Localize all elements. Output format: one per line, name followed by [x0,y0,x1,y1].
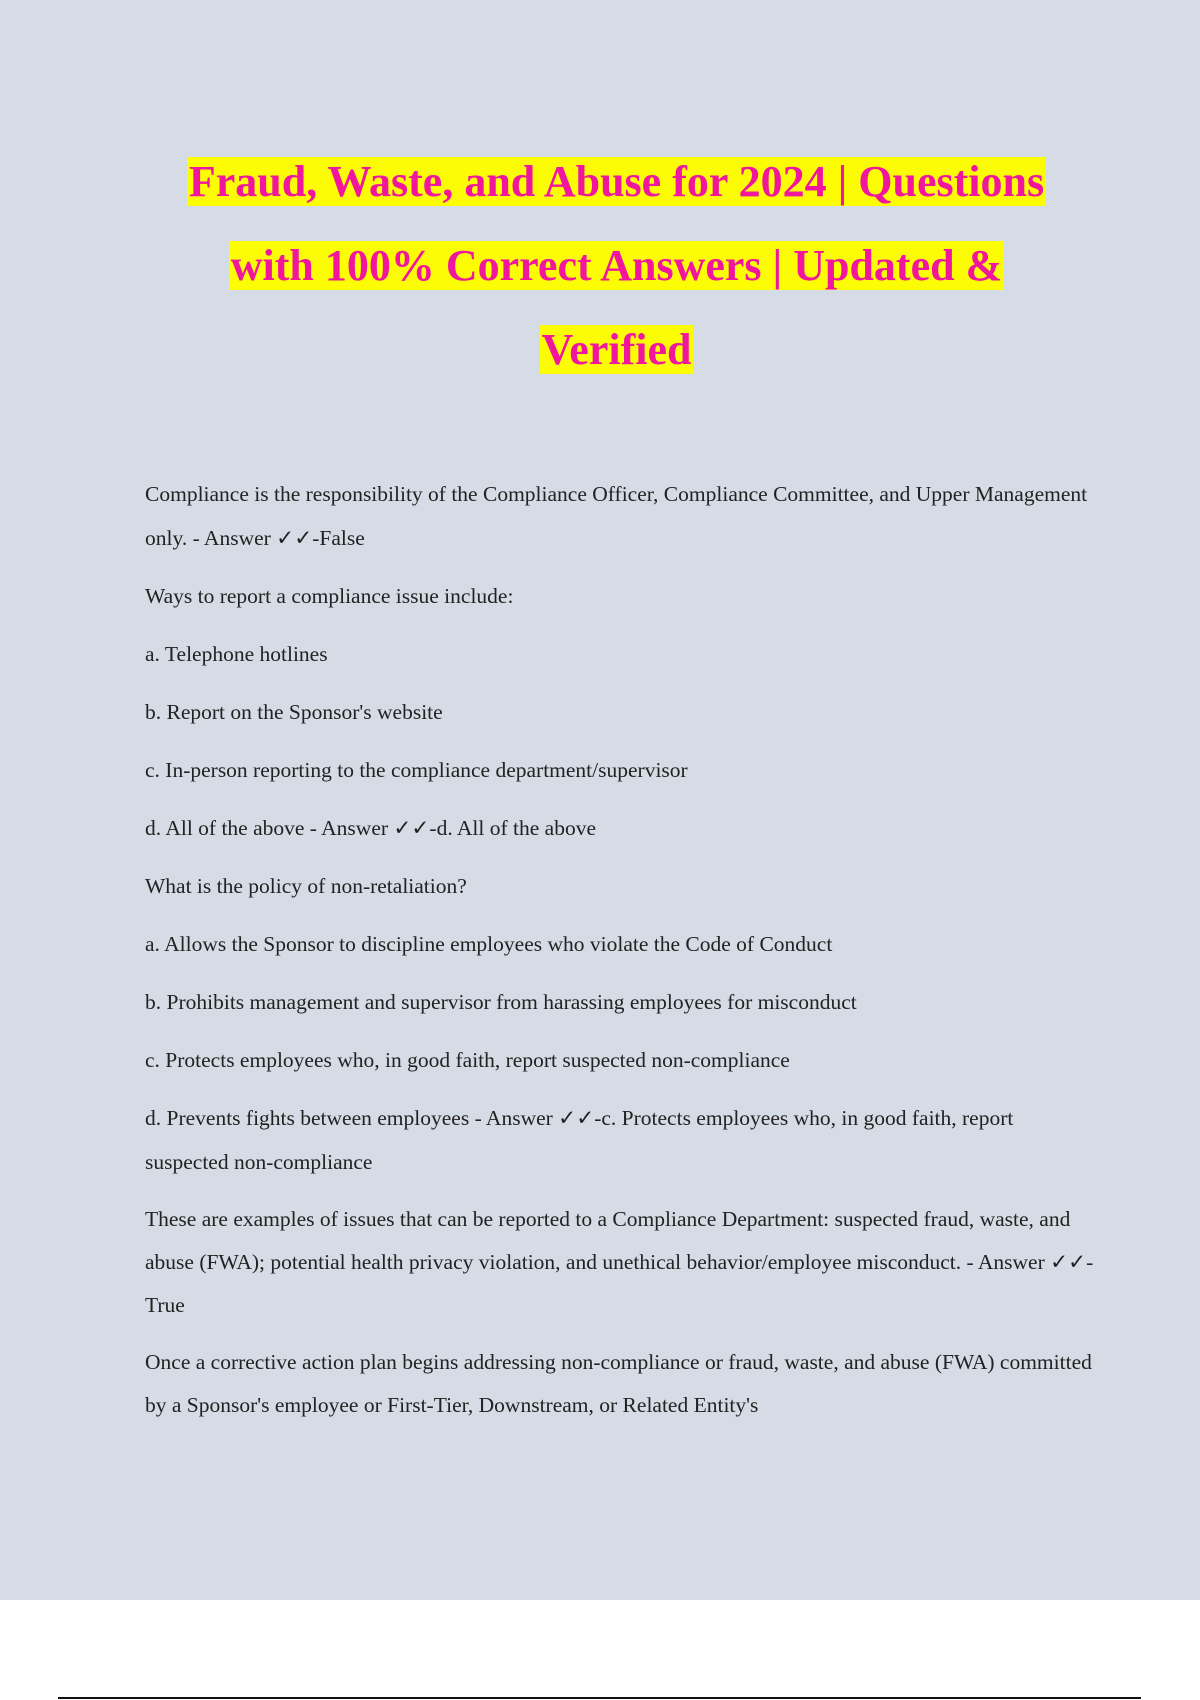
title-line [120,140,1113,224]
question-reportable-issues: These are examples of issues that can be reported to a Compliance Department: suspected fraud, waste, and abuse (FWA); potential health privacy violation, and unethical behavior/employee misconduct. - Answer ✓✓-True [145,1207,1094,1317]
option-d-answer: d. Prevents fights between employees - Answer ✓✓-c. Protects employees who, in good faith, report suspected non-compliance [145,1106,1014,1174]
footer-divider [58,1697,1141,1699]
question-corrective-action: Once a corrective action plan begins addressing non-compliance or fraud, waste, and abuse (FWA) committed by a Sponsor's employee or First-Tier, Downstream, or Related Entity's [145,1350,1092,1417]
option-c: c. In-person reporting to the compliance department/supervisor [145,758,688,782]
document-body [145,472,1095,1441]
question-non-retaliation: What is the policy of non-retaliation? [145,874,467,898]
question-report-ways: Ways to report a compliance issue include: [145,584,514,608]
title-line-text: Verified [541,325,692,374]
question-compliance-responsibility: Compliance is the responsibility of the Compliance Officer, Compliance Committee, and Upper Management only. - Answer ✓✓-False [145,482,1088,550]
title-line [120,308,1113,392]
option-d-answer: d. All of the above - Answer ✓✓-d. All of the above [145,816,597,840]
option-b: b. Prohibits management and supervisor from harassing employees for misconduct [145,990,857,1014]
title-line [120,224,1113,308]
option-b: b. Report on the Sponsor's website [145,700,443,724]
title-line-text: with 100% Correct Answers | Updated & [230,241,1003,290]
title-line-text: Fraud, Waste, and Abuse for 2024 | Questions [188,157,1045,206]
option-a: a. Telephone hotlines [145,642,328,666]
option-a: a. Allows the Sponsor to discipline employees who violate the Code of Conduct [145,932,833,956]
option-c: c. Protects employees who, in good faith, report suspected non-compliance [145,1048,790,1072]
document-title [120,140,1113,392]
